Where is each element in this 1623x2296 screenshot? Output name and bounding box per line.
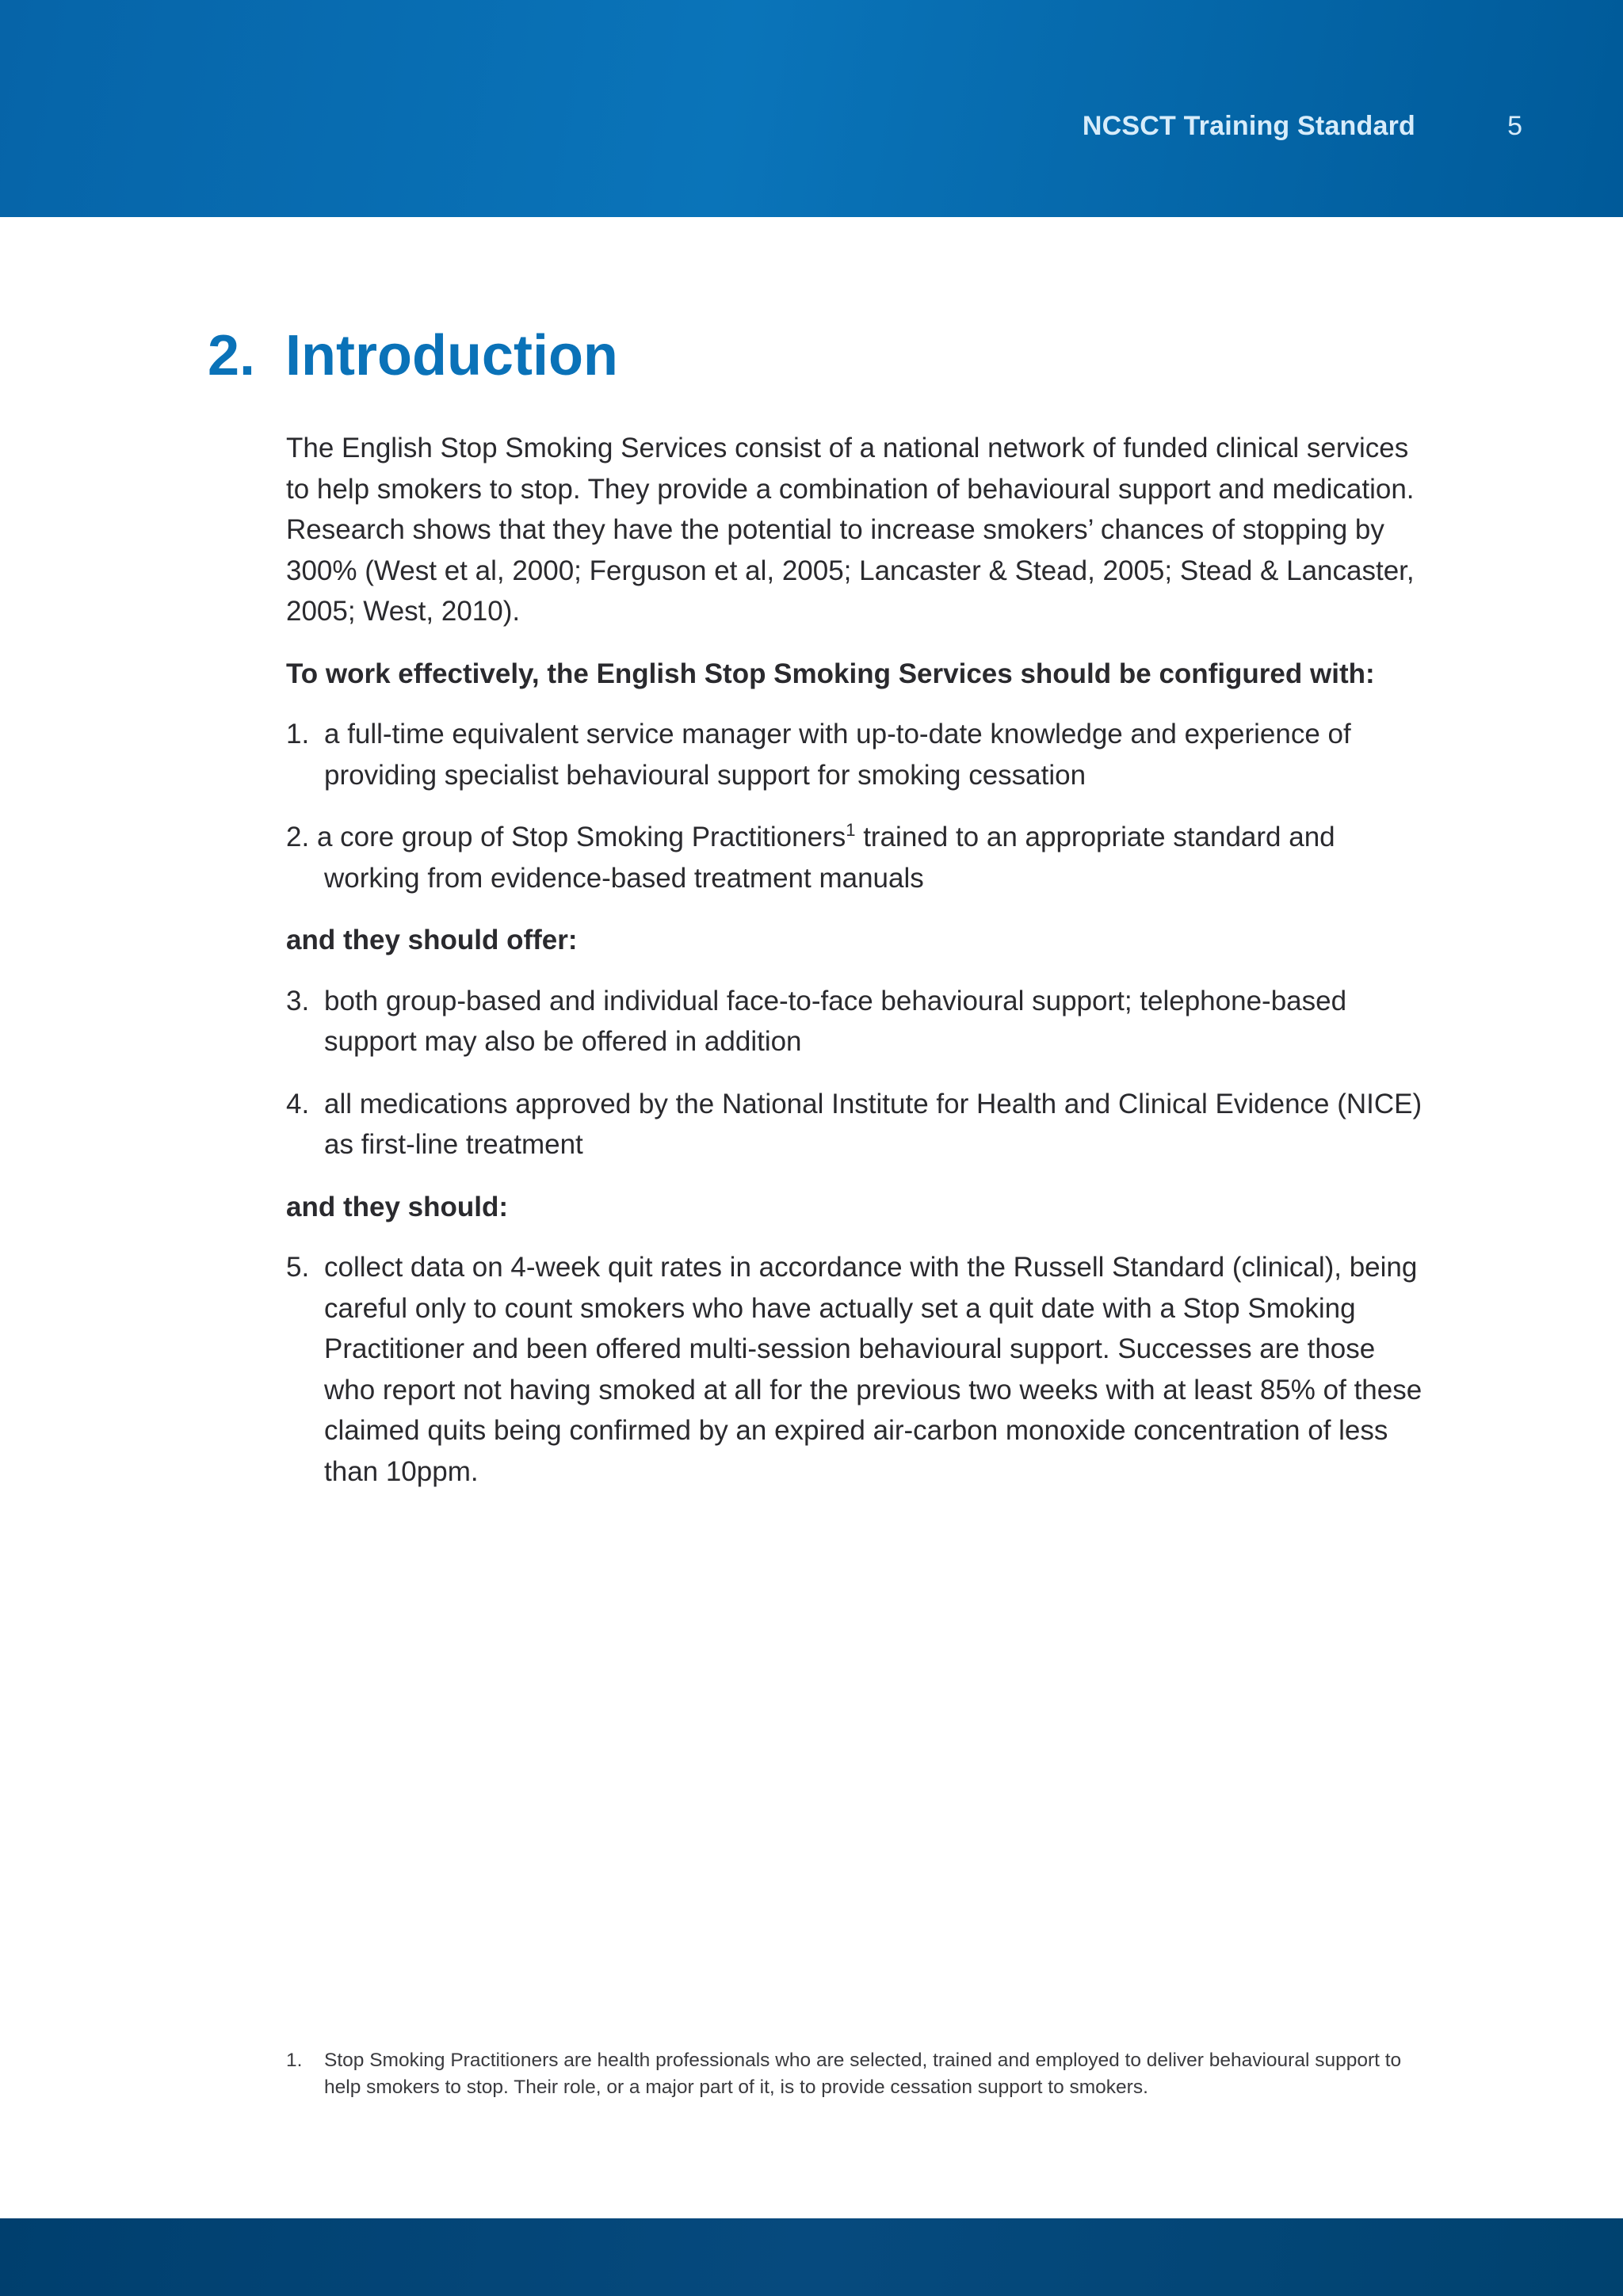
list-item-text: both group-based and individual face-to-face behavioural support; telephone-based support may also be offered in addition bbox=[324, 985, 1347, 1057]
footer-band bbox=[0, 2218, 1623, 2296]
list-marker: 1. bbox=[286, 719, 310, 749]
list-item-text: all medications approved by the National Institute for Health and Clinical Evidence (NICE) as first-line treatment bbox=[324, 1088, 1423, 1160]
list-item-5 bbox=[286, 1247, 1427, 1492]
header-band bbox=[0, 0, 1623, 217]
list-item-1 bbox=[286, 714, 1427, 795]
section-number: 2. bbox=[208, 324, 256, 387]
list-marker: 3. bbox=[286, 985, 310, 1016]
footnote bbox=[286, 2047, 1427, 2101]
list-marker: 4. bbox=[286, 1088, 310, 1119]
list-marker: 2. bbox=[286, 822, 310, 852]
section-heading bbox=[208, 323, 618, 389]
intro-paragraph: The English Stop Smoking Services consist of a national network of funded clinical services to help smokers to stop. They provide a combination of behavioural support and medication. Research shows that they have the potential to increase smokers’ chances of stopping by 300% (West et al, 2000; Ferguson et al, 2005; Lancaster & Stead, 2005; Stead & Lancaster, 2005; West, 2010). bbox=[286, 433, 1415, 627]
footnote-reference[interactable]: 1 bbox=[846, 820, 856, 840]
list-item-text: collect data on 4-week quit rates in accordance with the Russell Standard (clinical), being careful only to count smokers who have actually set a quit date with a Stop Smoking Practitioner and been offered multi-session behavioural support. Successes are those who report not having smoked at all for the previous two weeks with at least 85% of these claimed quits being confirmed by an expired air-carbon monoxide concentration of less than 10ppm. bbox=[324, 1252, 1423, 1487]
configured-heading: To work effectively, the English Stop Smoking Services should be configured with: bbox=[286, 658, 1375, 689]
list-marker: 5. bbox=[286, 1252, 310, 1283]
should-heading: and they should: bbox=[286, 1191, 508, 1222]
section-title: Introduction bbox=[285, 324, 618, 387]
main-content bbox=[286, 428, 1427, 1513]
list-item-4 bbox=[286, 1084, 1427, 1165]
list-item-text: a full-time equivalent service manager with up-to-date knowledge and experience of providing specialist behavioural support for smoking cessation bbox=[324, 719, 1351, 791]
list-item-text: a core group of Stop Smoking Practitioners bbox=[316, 822, 846, 852]
list-item-text-continued: trained to an appropriate standard and working from evidence-based treatment manuals bbox=[324, 822, 1335, 894]
footnote-text: Stop Smoking Practitioners are health professionals who are selected, trained and employed to deliver behavioural support to help smokers to stop. Their role, or a major part of it, is to provide cessation support to smokers. bbox=[324, 2050, 1402, 2098]
offer-heading: and they should offer: bbox=[286, 925, 578, 955]
footnote-marker: 1. bbox=[286, 2050, 303, 2071]
page-number: 5 bbox=[1507, 111, 1522, 141]
document-title: NCSCT Training Standard bbox=[1082, 111, 1415, 141]
list-item-2 bbox=[286, 817, 1427, 898]
list-item-3 bbox=[286, 981, 1427, 1062]
